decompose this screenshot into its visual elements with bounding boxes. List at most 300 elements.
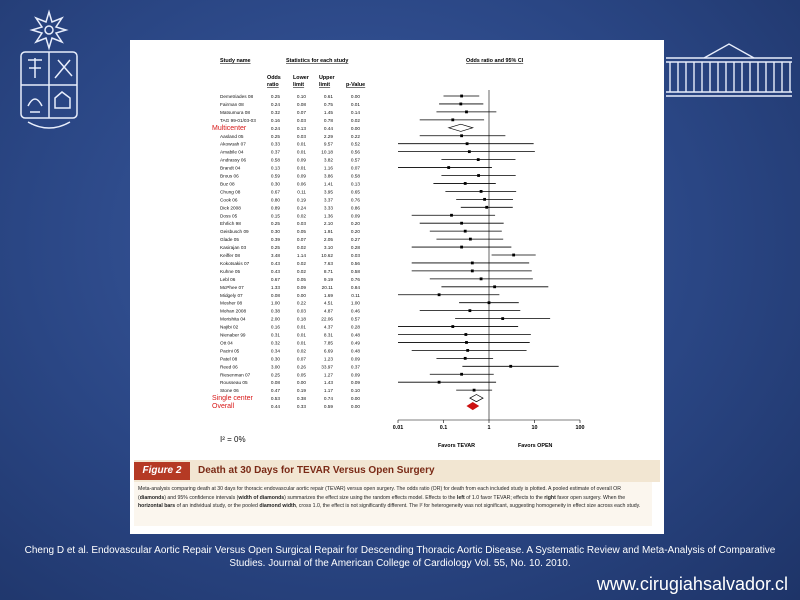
lower-limit-value: 0.08	[296, 101, 306, 107]
lower-limit-value: 0.38	[296, 396, 306, 402]
upper-limit-value: 6.69	[323, 348, 333, 354]
forest-row	[220, 134, 505, 139]
p-value: 0.37	[350, 364, 360, 370]
p-value: 0.58	[350, 268, 360, 274]
lower-limit-value: 0.01	[296, 165, 306, 171]
forest-row	[220, 372, 494, 377]
forest-row	[220, 333, 531, 338]
upper-limit-value: 0.61	[323, 94, 333, 99]
study-name: Andrassy 06	[220, 157, 247, 163]
upper-limit-value: 3.82	[323, 157, 333, 163]
p-value: 0.57	[350, 316, 360, 322]
odds-ratio-marker	[465, 111, 468, 114]
overall-diamond	[467, 402, 478, 409]
figure-number-badge: Figure 2	[134, 462, 190, 480]
study-name: Glade 05	[220, 237, 240, 243]
odds-ratio-value: 0.34	[270, 348, 280, 354]
lower-limit-value: 0.13	[296, 125, 306, 131]
odds-ratio-value: 0.15	[270, 213, 280, 219]
forest-row	[220, 388, 492, 393]
upper-limit-value: 3.86	[323, 173, 333, 179]
study-name: Keiffer 08	[220, 253, 240, 258]
lower-limit-value: 0.03	[296, 117, 306, 123]
odds-ratio-marker	[459, 103, 462, 106]
p-value: 0.58	[350, 173, 360, 179]
study-name: Nienaber 99	[220, 332, 246, 338]
forest-row	[220, 277, 533, 282]
lower-limit-value: 0.06	[296, 181, 306, 187]
university-seal-logo	[18, 8, 80, 138]
forest-row	[220, 340, 530, 345]
upper-limit-value: 4.87	[323, 308, 333, 314]
study-name: Patel 08	[220, 356, 238, 362]
p-value: 0.09	[350, 356, 360, 362]
p-value: 0.03	[350, 253, 360, 258]
lower-limit-value: 0.33	[296, 404, 306, 410]
odds-ratio-value: 0.13	[270, 165, 280, 171]
lower-limit-value: 0.03	[296, 308, 306, 314]
lower-limit-value: 0.11	[297, 189, 306, 195]
odds-ratio-value: 0.08	[270, 292, 280, 298]
header-lower-1: Lower	[293, 75, 309, 81]
p-value: 0.13	[350, 181, 360, 187]
odds-ratio-marker	[460, 222, 463, 225]
study-name: Matsumura 08	[220, 109, 250, 115]
forest-row	[220, 189, 516, 194]
odds-ratio-marker	[477, 174, 480, 177]
p-value: 0.01	[350, 101, 360, 107]
study-name: Buz 08	[220, 181, 235, 187]
upper-limit-value: 2.29	[323, 133, 333, 139]
study-name: Ehrlich 98	[220, 221, 241, 227]
lower-limit-value: 0.09	[296, 284, 306, 290]
odds-ratio-marker	[488, 301, 491, 304]
lower-limit-value: 0.07	[296, 356, 306, 362]
study-name: McPhee 07	[220, 284, 244, 290]
lower-limit-value: 0.01	[296, 340, 306, 346]
study-name: Mohan 2008	[220, 308, 247, 314]
upper-limit-value: 1.91	[323, 229, 333, 235]
upper-limit-value: 8.31	[323, 332, 333, 338]
forest-row	[220, 142, 534, 147]
odds-ratio-value: 0.24	[270, 101, 280, 107]
odds-ratio-value: 0.30	[270, 356, 280, 362]
forest-row	[220, 261, 529, 266]
lower-limit-value: 0.26	[296, 364, 306, 370]
p-value: 0.10	[350, 388, 360, 394]
odds-ratio-value: 0.67	[270, 189, 280, 195]
upper-limit-value: 1.16	[323, 165, 333, 171]
odds-ratio-marker	[493, 285, 496, 288]
study-name: Overall	[212, 403, 235, 411]
upper-limit-value: 3.37	[323, 197, 333, 203]
forest-row	[220, 293, 499, 298]
x-axis	[393, 420, 585, 431]
p-value: 0.09	[350, 380, 360, 386]
study-name: Cook 06	[220, 197, 238, 203]
column-headers	[220, 58, 524, 88]
lower-limit-value: 0.03	[296, 133, 306, 139]
lower-limit-value: 0.00	[296, 292, 306, 298]
odds-ratio-marker	[480, 277, 483, 280]
upper-limit-value: 0.78	[323, 117, 333, 123]
odds-ratio-value: 0.53	[270, 396, 280, 402]
lower-limit-value: 0.07	[296, 237, 306, 243]
lower-limit-value: 0.02	[296, 213, 306, 219]
odds-ratio-value: 3.00	[270, 364, 280, 370]
p-value: 0.14	[350, 109, 360, 115]
p-value: 0.09	[350, 213, 360, 219]
upper-limit-value: 8.71	[323, 268, 333, 274]
p-value: 0.22	[350, 133, 360, 139]
lower-limit-value: 0.22	[296, 300, 306, 306]
lower-limit-value: 0.07	[296, 109, 306, 115]
forest-row	[220, 237, 503, 242]
lower-limit-value: 1.14	[296, 253, 306, 258]
odds-ratio-marker	[465, 341, 468, 344]
forest-row	[220, 325, 518, 330]
odds-ratio-value: 0.30	[270, 181, 280, 187]
odds-ratio-marker	[468, 309, 471, 312]
study-name: Fairman 08	[220, 101, 244, 107]
lower-limit-value: 0.01	[296, 332, 306, 338]
forest-row	[220, 253, 536, 258]
odds-ratio-value: 0.25	[270, 94, 280, 99]
p-value: 0.76	[350, 276, 360, 282]
upper-limit-value: 1.45	[323, 109, 333, 115]
citation-text: Cheng D et al. Endovascular Aortic Repair Versus Open Surgical Repair for Descending Thoracic Aortic Disease. A Systematic Review and Meta-Analysis of Comparative Studies. Journal of the American College of Cardiology Vol. 55, No. 10. 2010.	[24, 545, 776, 569]
forest-row	[220, 94, 479, 99]
lower-limit-value: 0.02	[296, 245, 306, 251]
forest-row	[220, 150, 535, 155]
forest-row	[212, 402, 479, 410]
odds-ratio-value: 0.39	[270, 237, 280, 243]
forest-row	[212, 395, 483, 403]
odds-ratio-value: 0.44	[270, 404, 280, 410]
upper-limit-value: 0.44	[323, 125, 333, 131]
odds-ratio-marker	[464, 230, 467, 233]
odds-ratio-value: 0.32	[270, 340, 280, 346]
heterogeneity-label: I² = 0%	[220, 435, 246, 444]
p-value: 0.48	[350, 332, 360, 338]
upper-limit-value: 1.27	[323, 372, 333, 378]
axis-tick-label: 0.01	[392, 425, 404, 431]
odds-ratio-marker	[480, 190, 483, 193]
forest-row	[220, 229, 502, 234]
odds-ratio-marker	[460, 246, 463, 249]
study-name: Midgely 07	[220, 292, 243, 298]
upper-limit-value: 10.62	[321, 253, 333, 258]
lower-limit-value: 0.05	[296, 229, 306, 235]
odds-ratio-value: 0.59	[270, 173, 280, 179]
upper-limit-value: 2.10	[323, 221, 333, 227]
lower-limit-value: 0.09	[296, 157, 306, 163]
odds-ratio-value: 0.25	[270, 221, 280, 227]
study-name: Akowuah 07	[220, 141, 246, 147]
study-name: Mosher 08	[220, 300, 243, 306]
odds-ratio-value: 0.16	[270, 117, 280, 123]
upper-limit-value: 0.74	[323, 396, 333, 402]
odds-ratio-value: 0.08	[270, 380, 280, 386]
odds-ratio-marker	[509, 365, 512, 368]
odds-ratio-marker	[473, 389, 476, 392]
p-value: 0.11	[351, 292, 360, 298]
upper-limit-value: 10.18	[321, 149, 333, 155]
forest-row	[220, 102, 483, 107]
odds-ratio-value: 0.33	[270, 141, 280, 147]
odds-ratio-marker	[460, 95, 463, 98]
upper-limit-value: 1.69	[323, 292, 333, 298]
lower-limit-value: 0.19	[296, 197, 306, 203]
p-value: 0.56	[350, 149, 360, 155]
header-odds-2: ratio	[267, 82, 279, 88]
upper-limit-value: 3.33	[323, 205, 333, 211]
p-value: 0.84	[350, 284, 360, 290]
subtotal-diamond	[449, 124, 473, 131]
lower-limit-value: 0.01	[296, 141, 306, 147]
odds-ratio-marker	[466, 349, 469, 352]
odds-ratio-value: 0.30	[270, 229, 280, 235]
upper-limit-value: 9.57	[323, 141, 333, 147]
odds-ratio-value: 1.00	[270, 300, 280, 306]
forest-row	[220, 158, 515, 163]
upper-limit-value: 20.11	[321, 284, 333, 290]
odds-ratio-marker	[438, 381, 441, 384]
forest-row	[220, 245, 511, 250]
study-name: Chung 08	[220, 189, 241, 195]
odds-ratio-marker	[460, 373, 463, 376]
forest-row	[220, 181, 496, 186]
x-label-favors-tevar: Favors TEVAR	[438, 443, 476, 449]
p-value: 0.46	[350, 308, 360, 314]
axis-tick-label: 100	[575, 425, 585, 431]
study-name: Reed 06	[220, 364, 238, 370]
odds-ratio-value: 0.31	[270, 332, 280, 338]
odds-ratio-value: 0.67	[270, 276, 280, 282]
study-name: Kokotsakis 07	[220, 260, 250, 266]
p-value: 0.28	[350, 245, 360, 251]
upper-limit-value: 1.41	[323, 181, 333, 187]
upper-limit-value: 33.97	[321, 364, 333, 370]
lower-limit-value: 0.05	[296, 372, 306, 378]
lower-limit-value: 0.05	[296, 276, 306, 282]
upper-limit-value: 22.06	[321, 316, 333, 322]
forest-row	[220, 166, 492, 171]
lower-limit-value: 0.24	[296, 205, 306, 211]
odds-ratio-value: 0.25	[270, 133, 280, 139]
p-value: 0.86	[350, 205, 360, 211]
p-value: 1.00	[350, 300, 360, 306]
lower-limit-value: 0.02	[296, 260, 306, 266]
p-value: 0.00	[350, 396, 360, 402]
study-name: Multicenter	[212, 124, 247, 132]
forest-row	[220, 118, 484, 123]
axis-tick-label: 0.1	[439, 425, 448, 431]
odds-ratio-marker	[485, 206, 488, 209]
website-url: www.cirugiahsalvador.cl	[596, 574, 788, 594]
header-p-value: p-Value	[346, 82, 366, 88]
study-name: Geisbusch 09	[220, 229, 249, 235]
odds-ratio-marker	[512, 254, 515, 257]
odds-ratio-value: 0.25	[270, 245, 280, 251]
forest-row	[220, 213, 495, 218]
odds-ratio-marker	[451, 325, 454, 328]
study-name: Morishita 04	[220, 316, 246, 322]
odds-ratio-value: 0.16	[270, 324, 280, 330]
p-value: 0.65	[350, 189, 360, 195]
forest-row	[220, 174, 516, 179]
header-upper-1: Upper	[319, 75, 335, 81]
figure-title-bar	[134, 460, 660, 482]
upper-limit-value: 9.19	[323, 276, 333, 282]
upper-limit-value: 4.51	[323, 300, 333, 306]
upper-limit-value: 1.23	[323, 356, 333, 362]
study-name: Najibi 02	[220, 324, 239, 330]
figure-caption: Meta-analysis comparing death at 30 days for thoracic endovascular aortic repair (TEVAR) versus open surgery. The odds ratio (OR) for death from each included study is plotted. A pooled estimate of overall OR (diamonds) and 95% confidence intervals (width of diamonds) summarizes the effect size using the random effects model. Effects to the left of 1.0 favor TEVAR; effects to the right favor open surgery. When the horizontal bars of an individual study, or the pooled diamond width, cross 1.0, the effect is not significantly different. The I² for heterogeneity was not significant, suggesting homogeneity in effect size across each study.	[134, 482, 652, 526]
forest-row	[220, 317, 550, 322]
axis-tick-label: 10	[531, 425, 538, 431]
odds-ratio-value: 1.33	[270, 284, 280, 290]
odds-ratio-marker	[477, 158, 480, 161]
forest-row	[220, 356, 493, 361]
study-name: Amabile 04	[220, 149, 244, 155]
upper-limit-value: 3.10	[323, 245, 333, 251]
odds-ratio-marker	[466, 142, 469, 145]
upper-limit-value: 1.43	[323, 380, 333, 386]
odds-ratio-marker	[471, 262, 474, 265]
odds-ratio-value: 0.37	[270, 149, 280, 155]
p-value: 0.09	[350, 372, 360, 378]
study-name: Doss 05	[220, 213, 238, 219]
forest-row	[220, 205, 513, 210]
lower-limit-value: 0.03	[296, 221, 306, 227]
forest-row	[220, 197, 513, 202]
p-value: 0.00	[350, 125, 360, 131]
upper-limit-value: 3.95	[323, 189, 333, 195]
study-name: Lebl 06	[220, 276, 236, 282]
odds-ratio-marker	[471, 270, 474, 273]
study-name: Brandt 04	[220, 165, 241, 171]
odds-ratio-value: 0.89	[270, 205, 280, 211]
p-value: 0.07	[350, 165, 360, 171]
forest-row	[220, 221, 504, 226]
p-value: 0.56	[350, 260, 360, 266]
forest-row	[220, 364, 559, 369]
upper-limit-value: 1.36	[323, 213, 333, 219]
odds-ratio-marker	[447, 166, 450, 169]
p-value: 0.49	[350, 340, 360, 346]
x-label-favors-open: Favors OPEN	[518, 443, 553, 449]
header-study-name: Study name	[220, 58, 251, 64]
p-value: 0.48	[350, 348, 360, 354]
odds-ratio-value: 2.00	[270, 316, 280, 322]
odds-ratio-marker	[501, 317, 504, 320]
odds-ratio-value: 0.43	[270, 268, 280, 274]
study-name: Dick 2008	[220, 205, 241, 211]
lower-limit-value: 0.01	[296, 149, 306, 155]
upper-limit-value: 2.05	[323, 237, 333, 243]
lower-limit-value: 0.19	[296, 388, 306, 394]
p-value: 0.00	[350, 404, 360, 410]
lower-limit-value: 0.02	[296, 348, 306, 354]
study-name: Rousseau 05	[220, 380, 248, 386]
upper-limit-value: 0.59	[323, 404, 333, 410]
forest-row	[220, 285, 548, 290]
lower-limit-value: 0.01	[296, 324, 306, 330]
study-name: TAG 99-01/03-03	[220, 117, 256, 123]
study-name: Demetriades 08	[220, 94, 254, 99]
lower-limit-value: 0.10	[296, 94, 306, 99]
header-stats: Statistics for each study	[286, 58, 349, 64]
p-value: 0.27	[350, 237, 360, 243]
odds-ratio-marker	[460, 134, 463, 137]
odds-ratio-marker	[464, 357, 467, 360]
study-name: Pacini 05	[220, 348, 240, 354]
p-value: 0.52	[350, 141, 360, 147]
forest-row	[220, 269, 532, 274]
study-name: Brous 06	[220, 173, 239, 179]
lower-limit-value: 0.09	[296, 173, 306, 179]
forest-plot	[130, 40, 664, 458]
lower-limit-value: 0.02	[296, 268, 306, 274]
forest-row	[220, 309, 520, 314]
p-value: 0.20	[350, 221, 360, 227]
figure-card	[130, 40, 664, 534]
odds-ratio-marker	[469, 238, 472, 241]
axis-tick-label: 1	[487, 425, 491, 431]
odds-ratio-marker	[451, 118, 454, 121]
p-value: 0.28	[350, 324, 360, 330]
study-name: Kasirajan 03	[220, 245, 247, 251]
odds-ratio-value: 0.47	[270, 388, 280, 394]
forest-row	[220, 301, 519, 306]
p-value: 0.02	[350, 117, 360, 123]
upper-limit-value: 0.75	[323, 101, 333, 107]
odds-ratio-marker	[483, 198, 486, 201]
header-upper-2: limit	[319, 82, 331, 88]
odds-ratio-value: 0.32	[270, 109, 280, 115]
p-value: 0.00	[350, 94, 360, 99]
p-value: 0.20	[350, 229, 360, 235]
header-lower-2: limit	[293, 82, 305, 88]
forest-row	[220, 380, 496, 385]
upper-limit-value: 7.85	[323, 340, 333, 346]
forest-rows	[212, 90, 559, 420]
odds-ratio-marker	[468, 150, 471, 153]
study-name: Stone 06	[220, 388, 239, 394]
odds-ratio-value: 0.25	[270, 372, 280, 378]
odds-ratio-value: 0.38	[270, 308, 280, 314]
odds-ratio-marker	[450, 214, 453, 217]
odds-ratio-marker	[464, 333, 467, 336]
forest-row	[220, 110, 496, 115]
header-plot: Odds ratio and 95% CI	[466, 58, 524, 64]
study-name: Aasland 05	[220, 133, 244, 139]
upper-limit-value: 1.17	[323, 388, 333, 394]
study-name: Ott 04	[220, 340, 233, 346]
lower-limit-value: 0.00	[296, 380, 306, 386]
odds-ratio-marker	[464, 182, 467, 185]
upper-limit-value: 7.63	[323, 260, 333, 266]
odds-ratio-value: 0.43	[270, 260, 280, 266]
odds-ratio-value: 0.80	[270, 197, 280, 203]
subtotal-diamond	[470, 395, 483, 402]
p-value: 0.76	[350, 197, 360, 203]
study-name: Riesenman 07	[220, 372, 251, 378]
header-odds-1: Odds	[267, 75, 281, 81]
forest-row	[220, 348, 527, 353]
odds-ratio-value: 3.48	[270, 253, 280, 258]
